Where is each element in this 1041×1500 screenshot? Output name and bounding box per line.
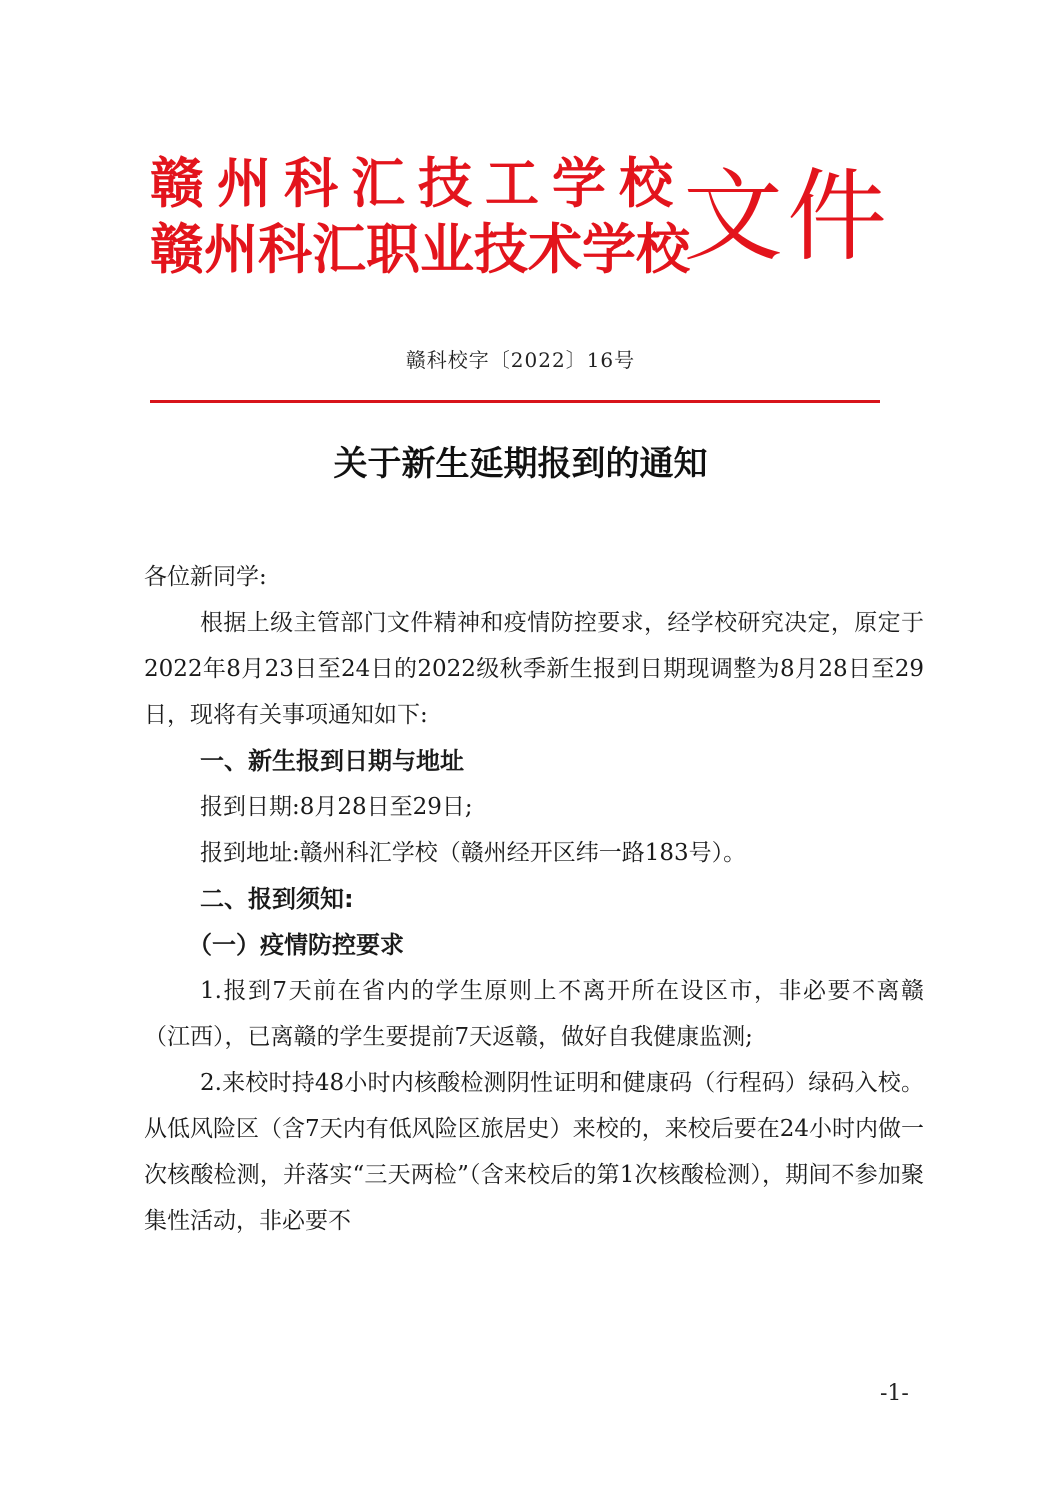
red-masthead xyxy=(150,150,890,290)
item-2-paragraph: 2.来校时持48小时内核酸检测阴性证明和健康码（行程码）绿码入校。从低风险区（含7天内有低风险区旅居史）来校的，来校后要在24小时内做一次核酸检测，并落实“三天两检”（含来校后的第1次核酸检测），期间不参加聚集性活动，非必要不 xyxy=(144,1070,924,1234)
document-number: 赣科校字〔2022〕16号 xyxy=(405,348,636,372)
salutation: 各位新同学: xyxy=(144,564,267,590)
section-2-heading: 二、报到须知: xyxy=(200,885,354,913)
red-divider xyxy=(150,400,880,403)
report-date-line: 报到日期:8月28日至29日; xyxy=(200,794,473,820)
masthead-school-name-2: 赣州科汇职业技术学校 xyxy=(150,217,690,281)
masthead-document-word: 文件 xyxy=(683,158,891,275)
page-title: 关于新生延期报到的通知 xyxy=(333,444,708,484)
section-1-heading: 一、新生报到日期与地址 xyxy=(200,747,464,775)
masthead-school-name-1: 赣州科汇技工学校 xyxy=(150,151,686,215)
document-body xyxy=(144,554,924,1244)
page-number: -1- xyxy=(880,1381,909,1406)
report-address-line: 报到地址:赣州科汇学校（赣州经开区纬一路183号）。 xyxy=(200,840,747,866)
subsection-1-heading: （一）疫情防控要求 xyxy=(188,931,404,959)
intro-paragraph: 根据上级主管部门文件精神和疫情防控要求，经学校研究决定，原定于2022年8月23日至24日的2022级秋季新生报到日期现调整为8月28日至29日，现将有关事项通知如下: xyxy=(144,610,924,728)
item-1-paragraph: 1.报到7天前在省内的学生原则上不离开所在设区市，非必要不离赣（江西），已离赣的学生要提前7天返赣，做好自我健康监测; xyxy=(144,978,924,1050)
